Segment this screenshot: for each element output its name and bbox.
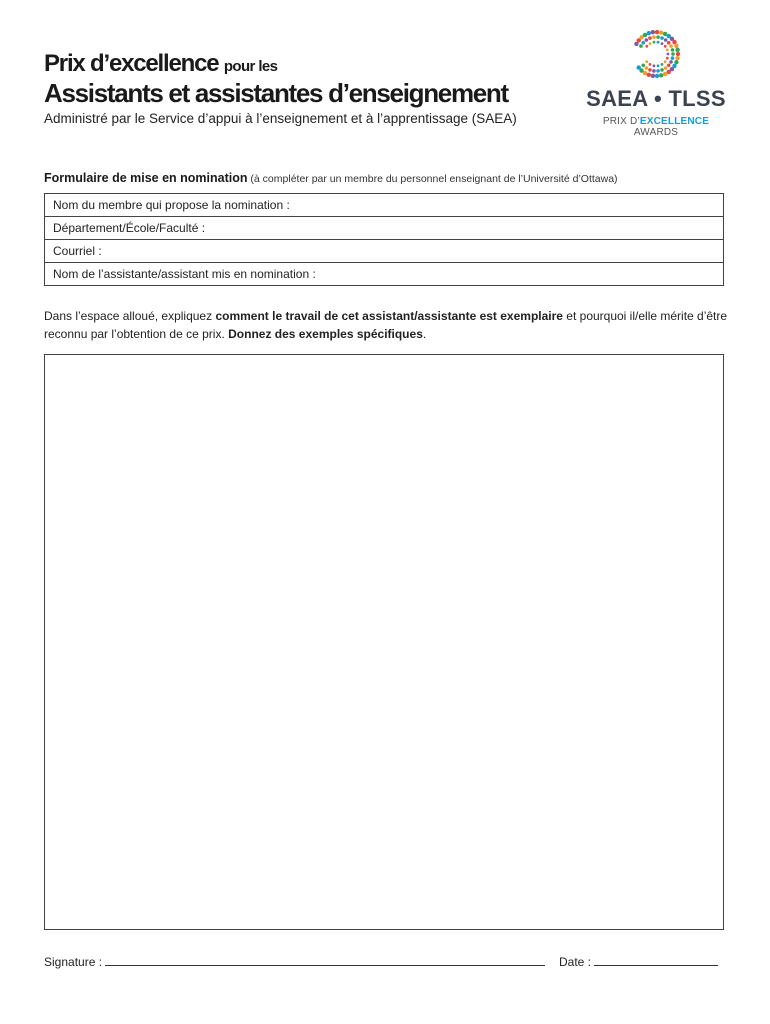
instructions-text bbox=[44, 307, 734, 343]
nomination-fields-table bbox=[44, 193, 724, 286]
instructions-bold2: Donnez des exemples spécifiques bbox=[228, 327, 423, 341]
form-heading-bold: Formulaire de mise en nomination bbox=[44, 171, 248, 185]
logo-dot bbox=[645, 60, 648, 63]
saea-tlss-logo bbox=[586, 28, 726, 138]
instructions-part2: et pourquoi il/elle mérite d’être reconnu par l’obtention de ce prix. bbox=[44, 309, 728, 341]
logo-dot bbox=[657, 41, 660, 44]
date-field[interactable] bbox=[559, 953, 718, 969]
logo-dot bbox=[656, 35, 660, 39]
signature-line[interactable] bbox=[105, 953, 545, 966]
logo-dot bbox=[648, 68, 652, 72]
nominee-name-field[interactable]: Nom de l’assistante/assistant mis en nomination : bbox=[45, 263, 723, 286]
logo-dot bbox=[674, 44, 678, 48]
answer-textarea[interactable] bbox=[44, 354, 724, 930]
logo-dot bbox=[657, 64, 660, 67]
logo-dot bbox=[655, 74, 659, 78]
logo-dot bbox=[647, 31, 651, 35]
logo-dot bbox=[653, 41, 656, 44]
instructions-part1: Dans l’espace alloué, expliquez bbox=[44, 309, 216, 323]
logo-dot bbox=[645, 38, 649, 42]
page-title-line2: Assistants et assistantes d’enseignement bbox=[44, 78, 508, 108]
logo-tagline bbox=[586, 116, 726, 138]
date-line[interactable] bbox=[594, 953, 718, 966]
logo-dot bbox=[645, 66, 649, 70]
logo-dot bbox=[641, 63, 645, 67]
logo-tag-prefix: PRIX D’ bbox=[602, 116, 640, 127]
logo-dot bbox=[671, 56, 675, 60]
logo-dot bbox=[649, 63, 652, 66]
logo-dot bbox=[652, 35, 656, 39]
logo-dot bbox=[656, 69, 660, 73]
logo-dot bbox=[660, 68, 664, 72]
logo-tag-accent: EXCELLENCE bbox=[639, 116, 710, 127]
page-title bbox=[44, 50, 277, 78]
logo-dot bbox=[676, 52, 680, 56]
title-main: Prix d’excellence bbox=[44, 50, 219, 77]
title-small: pour les bbox=[223, 58, 278, 75]
logo-dot bbox=[651, 74, 655, 78]
date-label: Date : bbox=[559, 955, 592, 969]
instructions-part3: . bbox=[422, 327, 427, 341]
logo-dot bbox=[639, 44, 643, 48]
logo-dot bbox=[664, 45, 667, 48]
logo-dot bbox=[667, 63, 671, 67]
logo-dot bbox=[653, 64, 656, 67]
logo-tag-suffix: AWARDS bbox=[633, 127, 679, 138]
email-field[interactable]: Courriel : bbox=[45, 240, 723, 263]
logo-dot bbox=[659, 30, 663, 34]
logo-dot bbox=[669, 60, 673, 64]
logo-dot bbox=[671, 48, 675, 52]
logo-dot bbox=[664, 38, 668, 42]
logo-dot bbox=[667, 41, 671, 45]
logo-dot bbox=[649, 42, 652, 45]
logo-dot bbox=[655, 30, 659, 34]
logo-dot bbox=[652, 69, 656, 73]
form-heading bbox=[44, 171, 618, 185]
logo-dot bbox=[671, 52, 675, 56]
logo-dot bbox=[666, 49, 669, 52]
logo-dot bbox=[666, 57, 669, 60]
logo-dot bbox=[660, 36, 664, 40]
logo-dot bbox=[661, 63, 664, 66]
logo-dot bbox=[672, 40, 676, 44]
dotted-circle-logo-icon bbox=[628, 28, 684, 80]
logo-dot bbox=[674, 60, 678, 64]
logo-dot bbox=[664, 60, 667, 63]
logo-dot bbox=[647, 73, 651, 77]
logo-dot bbox=[651, 30, 655, 34]
logo-dot bbox=[648, 36, 652, 40]
logo-dot bbox=[675, 56, 679, 60]
logo-dot bbox=[663, 72, 667, 76]
logo-dot bbox=[637, 65, 641, 69]
form-heading-note: (à compléter par un membre du personnel enseignant de l’Université d’Ottawa) bbox=[247, 173, 618, 185]
logo-dot bbox=[661, 42, 664, 45]
signature-field[interactable] bbox=[44, 953, 545, 969]
logo-dot bbox=[667, 53, 670, 56]
nominator-name-field[interactable]: Nom du membre qui propose la nomination : bbox=[45, 194, 723, 217]
logo-wordmark: SAEA • TLSS bbox=[586, 86, 726, 111]
logo-dot bbox=[669, 44, 673, 48]
instructions-bold1: comment le travail de cet assistant/assistante est exemplaire bbox=[215, 309, 563, 323]
logo-dot bbox=[643, 33, 647, 37]
logo-dot bbox=[645, 45, 648, 48]
logo-dot bbox=[641, 41, 645, 45]
logo-dot bbox=[664, 66, 668, 70]
signature-label: Signature : bbox=[44, 955, 103, 969]
logo-dot bbox=[659, 73, 663, 77]
page-subtitle: Administré par le Service d’appui à l’enseignement et à l’apprentissage (SAEA) bbox=[44, 111, 517, 126]
logo-dot bbox=[675, 48, 679, 52]
department-field[interactable]: Département/École/Faculté : bbox=[45, 217, 723, 240]
